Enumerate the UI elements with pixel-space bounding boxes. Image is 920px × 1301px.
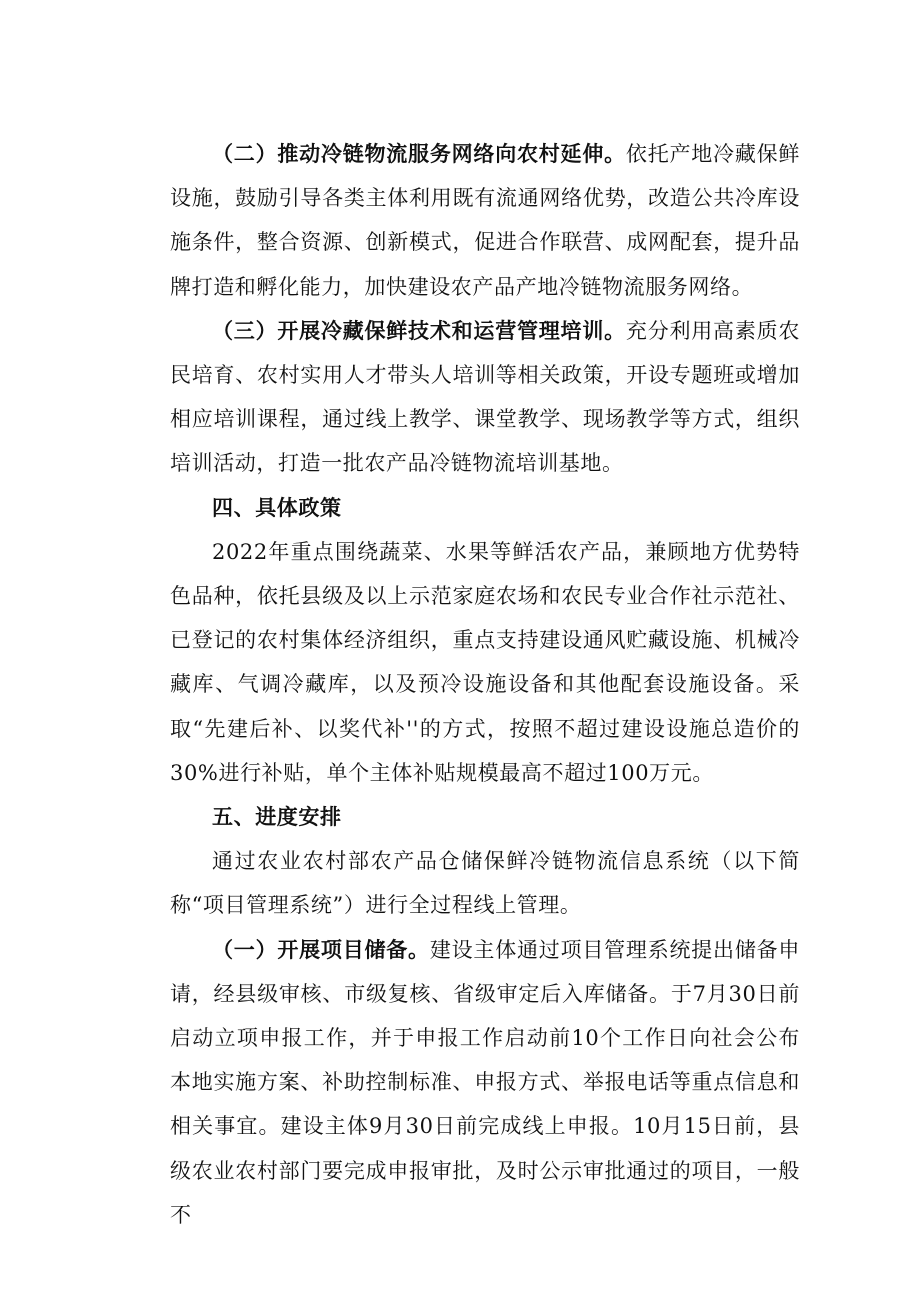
- paragraph-text: 充分利用高素质农民培育、农村实用人才带头人培训等相关政策，开设专题班或增加相应培训课程，通过线上教学、课堂教学、现场教学等方式，组织培训活动，打造一批农产品冷链物流培训基地。: [170, 318, 800, 476]
- document-page: [170, 132, 800, 1237]
- paragraph-project-reserve: [170, 928, 800, 1237]
- paragraph-system: 通过农业农村部农产品仓储保鲜冷链物流信息系统（以下简称“项目管理系统”）进行全过程线上管理。: [170, 849, 800, 918]
- paragraph-lead: （二）推动冷链物流服务网络向农村延伸。: [212, 141, 626, 166]
- paragraph-cold-chain-network: [170, 132, 800, 309]
- paragraph-text: 建设主体通过项目管理系统提出储备申请，经县级审核、市级复核、省级审定后入库储备。于7月30日前启动立项申报工作，并于申报工作启动前10个工作日向社会公布本地实施方案、补助控制标准、申报方式、举报电话等重点信息和相关事宜。建设主体9月30日前完成线上申报。10月15日前，县级农业农村部门要完成申报审批，及时公示审批通过的项目，一般不: [170, 937, 801, 1227]
- paragraph-training: [170, 309, 800, 486]
- section-heading-schedule: 五、进度安排: [212, 804, 342, 830]
- paragraph-lead: （一）开展项目储备。: [212, 936, 430, 962]
- paragraph-policy: 2022年重点围绕蔬菜、水果等鲜活农产品，兼顾地方优势特色品种，依托县级及以上示范家庭农场和农民专业合作社示范社、已登记的农村集体经济组织，重点支持建设通风贮藏设施、机械冷藏库、气调冷藏库，以及预冷设施设备和其他配套设施设备。采取“先建后补、以奖代补''的方式，按照不超过建设设施总造价的30%进行补贴，单个主体补贴规模最高不超过100万元。: [170, 539, 800, 785]
- paragraph-text: 依托产地冷藏保鲜设施，鼓励引导各类主体利用既有流通网络优势，改造公共冷库设施条件，整合资源、创新模式，促进合作联营、成网配套，提升品牌打造和孵化能力，加快建设农产品产地冷链物流服务网络。: [170, 142, 800, 299]
- paragraph-lead: （三）开展冷藏保鲜技术和运营管理培训。: [212, 317, 626, 343]
- section-heading-policy: 四、具体政策: [212, 494, 342, 520]
